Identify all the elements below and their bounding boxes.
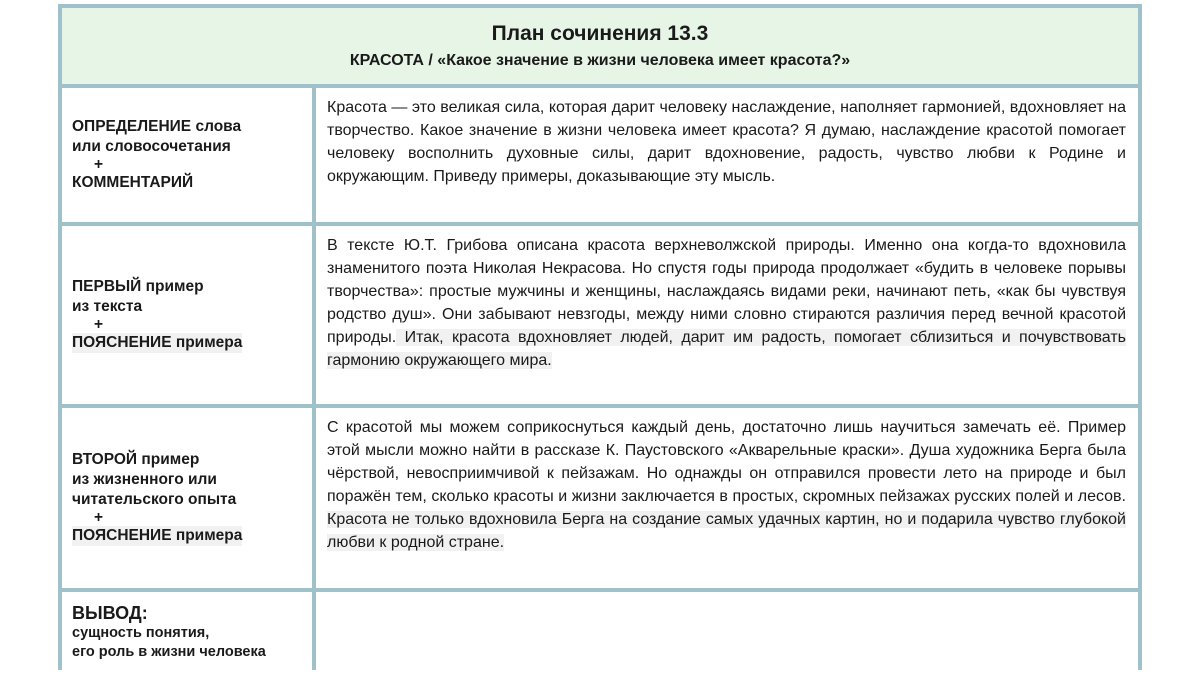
row-3-label-line1: ВТОРОЙ пример xyxy=(72,451,200,468)
row-1-label-line3: КОММЕНТАРИЙ xyxy=(72,174,194,191)
row-1-label xyxy=(62,88,312,222)
row-2-label-line1: ПЕРВЫЙ пример xyxy=(72,278,204,295)
row-3-plus: + xyxy=(94,509,104,526)
row-2-highlight: Итак, красота вдохновляет людей, дарит им радость, помогает сблизиться и почувствовать гармонию окружающего мира. xyxy=(327,329,1126,369)
row-3-text xyxy=(316,408,1138,588)
page-title: План сочинения 13.3 xyxy=(491,22,709,45)
row-1-plus: + xyxy=(94,156,104,173)
essay-plan-table xyxy=(58,4,1142,670)
conclusion-sub1: сущность понятия, xyxy=(72,625,210,641)
conclusion-title: ВЫВОД: xyxy=(72,603,148,623)
row-3-highlight: Красота не только вдохновила Берга на создание самых удачных картин, но и подарила чувство глубокой любви к родной стране. xyxy=(327,511,1126,551)
conclusion-sub2: его роль в жизни человека xyxy=(72,644,266,660)
row-4-text xyxy=(316,592,1138,672)
row-3-paragraph: С красотой мы можем соприкоснуться каждый день, достаточно лишь научиться замечать её. Пример этой мысли можно найти в рассказе К. Паустовского «Акварельные краски». Душа художника Берга была чёрствой, невосприимчивой к пейзажам. Но однажды он отправился провести лето на природе и был поражён тем, сколько красоты и жизни заключается в простых, скромных пейзажах русских полей и лесов. xyxy=(327,419,1126,505)
row-1-label-line2: или словосочетания xyxy=(72,138,231,155)
row-2-plus: + xyxy=(94,316,104,333)
row-2-label-line3: ПОЯСНЕНИЕ примера xyxy=(72,334,243,351)
table-header xyxy=(62,8,1138,84)
page-subtitle: КРАСОТА / «Какое значение в жизни человека имеет красота?» xyxy=(349,52,851,69)
row-3-label-line2: из жизненного или xyxy=(72,471,217,488)
row-4-label xyxy=(62,592,312,672)
row-2-label xyxy=(62,226,312,404)
row-1-paragraph: Красота — это великая сила, которая дарит человеку наслаждение, наполняет гармонией, вдохновляет на творчество. Какое значение в жизни человека имеет красота? Я думаю, наслаждение красотой помогает человеку восполнить духовные силы, дарит вдохновение, радость, чувство любви к Родине и окружающим. Приведу примеры, доказывающие эту мысль. xyxy=(327,99,1126,185)
row-1-label-line1: ОПРЕДЕЛЕНИЕ слова xyxy=(72,118,242,135)
row-3-label xyxy=(62,408,312,588)
row-2-paragraph: В тексте Ю.Т. Грибова описана красота верхневолжской природы. Именно она когда-то вдохновила знаменитого поэта Николая Некрасова. Но спустя годы природа продолжает «будить в человеке порывы творчества»: простые мужчины и женщины, наслаждаясь видами реки, начинают петь, «как бы чувствуя родство душ». Они забывают невзгоды, между ними словно стираются различия перед вечной красотой природы. xyxy=(327,237,1126,346)
row-1-text xyxy=(316,88,1138,222)
row-2-text xyxy=(316,226,1138,404)
row-3-label-line3: ПОЯСНЕНИЕ примера xyxy=(72,527,243,544)
row-3-label-line2b: читательского опыта xyxy=(72,491,237,508)
row-2-label-line2: из текста xyxy=(72,298,143,315)
